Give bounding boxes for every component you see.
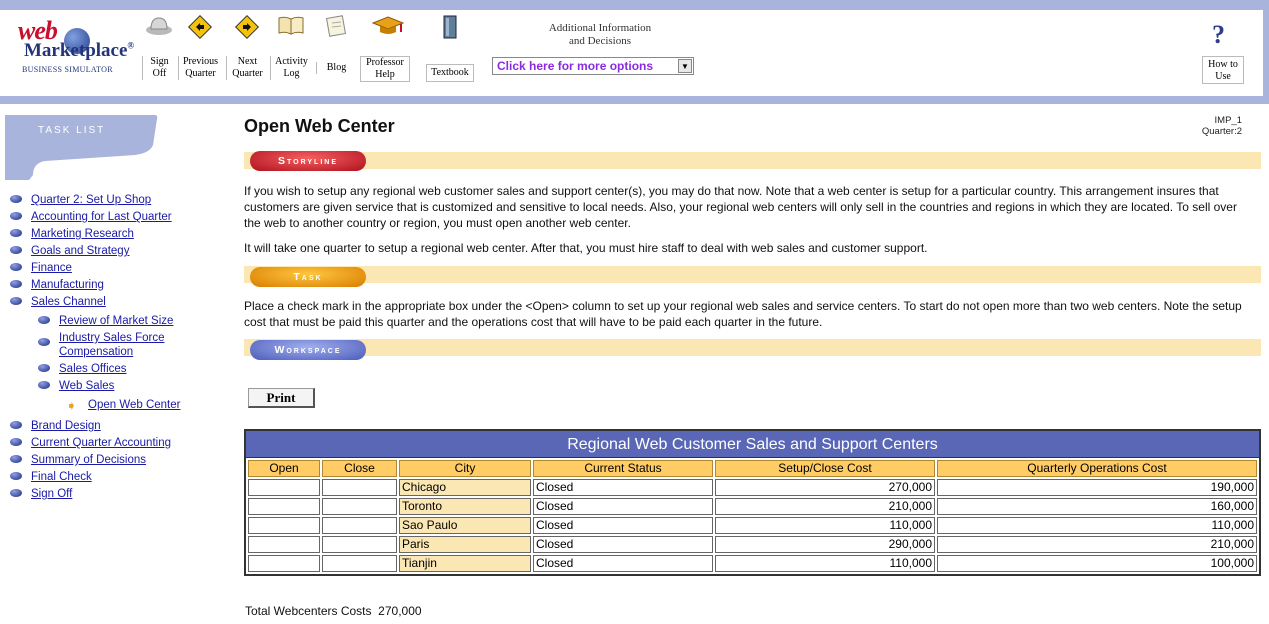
setup-cost-cell: 110,000: [715, 517, 935, 534]
workspace-pill: Workspace: [250, 340, 366, 360]
col-close: Close: [322, 460, 397, 477]
bullet-icon: [10, 455, 22, 463]
more-options-select[interactable]: [492, 57, 694, 75]
total-label: Total Webcenters Costs: [245, 604, 372, 618]
status-cell: Closed: [533, 555, 713, 572]
task-band: [244, 266, 1261, 283]
city-cell: Chicago: [399, 479, 531, 496]
col-quarterly-ops-cost: Quarterly Operations Cost: [937, 460, 1257, 477]
previous-quarter-label: [178, 56, 222, 80]
storyline-pill: Storyline: [250, 151, 366, 171]
bullet-icon: [10, 212, 22, 220]
sign-off-label-2: Off: [152, 68, 167, 79]
professor-help-label-1: Professor: [366, 57, 404, 68]
city-cell: Paris: [399, 536, 531, 553]
previous-quarter-label-1: Previous: [183, 56, 218, 67]
close-checkbox[interactable]: [322, 479, 397, 496]
next-quarter-label-2: Quarter: [232, 68, 263, 79]
storyline-paragraph-2: It will take one quarter to setup a regional web center. After that, you must hire staff to deal with web sales and customer support.: [244, 241, 928, 255]
task-paragraph: Place a check mark in the appropriate box under the <Open> column to set up your regional web sales and service centers. To start do not open more than two web centers. Note the setup cost that must be paid this quarter and the operations cost that will have to be paid each quarter in the future.: [244, 299, 1242, 329]
bullet-icon: [10, 195, 22, 203]
activity-log-label: [270, 56, 312, 80]
chevron-down-icon[interactable]: ▼: [678, 59, 692, 73]
arrow-left-sign-icon: [186, 14, 214, 42]
storyline-paragraph-1: If you wish to setup any regional web customer sales and support center(s), you may do that now. Note that a web center is setup for a particular country. This arrangement insures that customers are given service that is customized and sensitive to local needs. Also, your regional web centers will only sell in the countries and regions in which they are located. To sell over the web to another country or region, you must open another web center.: [244, 184, 1237, 230]
registered-mark: ®: [127, 40, 135, 51]
arrow-right-sign-icon: [233, 14, 261, 42]
nav-summary-decisions-label[interactable]: Summary of Decisions: [31, 454, 147, 466]
nav-sales-channel-label[interactable]: Sales Channel: [31, 296, 106, 308]
page-title: Open Web Center: [244, 116, 395, 136]
col-current-status: Current Status: [533, 460, 713, 477]
activity-log-button[interactable]: [270, 14, 312, 94]
status-cell: Closed: [533, 536, 713, 553]
web-centers-table: [244, 429, 1261, 576]
task-list-title: TASK LIST: [38, 125, 106, 136]
hat-icon: [145, 14, 173, 42]
nav-web-sales-label[interactable]: Web Sales: [59, 380, 115, 392]
professor-help-button[interactable]: [360, 14, 410, 94]
grad-cap-icon: [371, 14, 399, 42]
setup-cost-cell: 110,000: [715, 555, 935, 572]
header-bar: [0, 0, 1269, 104]
close-checkbox[interactable]: [322, 498, 397, 515]
note-icon: [322, 14, 350, 42]
previous-quarter-button[interactable]: [178, 14, 222, 94]
next-quarter-button[interactable]: [226, 14, 268, 94]
web-marketplace-logo: [6, 10, 135, 94]
professor-help-label: [360, 56, 410, 82]
bullet-icon: [10, 297, 22, 305]
open-book-icon: [277, 14, 305, 42]
quarter-label: Quarter:2: [1201, 126, 1242, 137]
status-cell: Closed: [533, 479, 713, 496]
nav-goals-strategy-label[interactable]: Goals and Strategy: [31, 245, 130, 257]
task-pill: Task: [250, 267, 366, 287]
open-checkbox[interactable]: [248, 555, 320, 572]
bullet-icon: [10, 263, 22, 271]
bullet-icon: [10, 280, 22, 288]
setup-cost-cell: 210,000: [715, 498, 935, 515]
close-checkbox[interactable]: [322, 555, 397, 572]
col-city: City: [399, 460, 531, 477]
how-to-use-label-1: How to: [1208, 59, 1238, 70]
nav-finance-label[interactable]: Finance: [31, 262, 72, 274]
nav-sign-off-label[interactable]: Sign Off: [31, 488, 73, 500]
activity-log-label-1: Activity: [275, 56, 308, 67]
table-row: [248, 536, 1257, 553]
table-title: Regional Web Customer Sales and Support Centers: [246, 431, 1259, 458]
table-row: [248, 479, 1257, 496]
previous-quarter-label-2: Quarter: [185, 68, 216, 79]
col-open: Open: [248, 460, 320, 477]
logo-word-web: web: [18, 16, 57, 45]
total-webcenters-costs: [245, 604, 422, 618]
logo-marketplace-text: Marketplace: [24, 40, 128, 61]
nav-review-market-size-label[interactable]: Review of Market Size: [59, 315, 174, 327]
bullet-icon: [10, 438, 22, 446]
nav-brand-design-label[interactable]: Brand Design: [31, 420, 101, 432]
nav-sales-offices-label[interactable]: Sales Offices: [59, 363, 127, 375]
textbook-button[interactable]: [426, 14, 474, 94]
open-checkbox[interactable]: [248, 498, 320, 515]
sign-off-label-1: Sign: [150, 56, 169, 67]
how-to-use-button[interactable]: [1202, 56, 1244, 84]
city-cell: Tianjin: [399, 555, 531, 572]
bullet-icon: [38, 338, 50, 346]
table-row: [248, 555, 1257, 572]
city-cell: Sao Paulo: [399, 517, 531, 534]
close-checkbox[interactable]: [322, 517, 397, 534]
professor-help-label-2: Help: [375, 69, 395, 80]
close-checkbox[interactable]: [322, 536, 397, 553]
storyline-band: [244, 152, 1261, 169]
bullet-icon: [10, 229, 22, 237]
book-icon: [436, 14, 464, 42]
next-quarter-label: [226, 56, 268, 80]
print-button[interactable]: Print: [248, 388, 315, 408]
workspace-band: [244, 339, 1261, 356]
logo-word-marketplace: [24, 40, 134, 62]
table-row: [248, 498, 1257, 515]
additional-info-heading: [530, 22, 670, 48]
how-to-use-label-2: Use: [1215, 71, 1231, 82]
ops-cost-cell: 110,000: [937, 517, 1257, 534]
bullet-icon: [38, 364, 50, 372]
status-cell: Closed: [533, 498, 713, 515]
setup-cost-cell: 290,000: [715, 536, 935, 553]
status-cell: Closed: [533, 517, 713, 534]
bullet-icon: [10, 489, 22, 497]
ops-cost-cell: 100,000: [937, 555, 1257, 572]
nav-quarter-2-label[interactable]: Quarter 2: Set Up Shop: [31, 194, 152, 206]
nav-industry-sales-force-label[interactable]: [59, 331, 164, 359]
nav-manufacturing-label[interactable]: Manufacturing: [31, 279, 104, 291]
sign-off-button[interactable]: [142, 14, 176, 94]
table-header-row: [248, 460, 1257, 477]
ops-cost-cell: 210,000: [937, 536, 1257, 553]
nav-current-quarter-accounting-label[interactable]: Current Quarter Accounting: [31, 437, 171, 449]
web-centers-grid: [246, 458, 1259, 574]
ops-cost-cell: 160,000: [937, 498, 1257, 515]
open-checkbox[interactable]: [248, 536, 320, 553]
col-setup-close-cost: Setup/Close Cost: [715, 460, 935, 477]
bullet-icon: [10, 472, 22, 480]
bullet-icon: [38, 381, 50, 389]
additional-info-line-2: and Decisions: [568, 35, 631, 47]
nav-open-web-center-label[interactable]: Open Web Center: [88, 399, 181, 411]
imp-id: IMP_1: [1214, 115, 1242, 126]
blog-button[interactable]: [316, 14, 356, 94]
more-options-value: Click here for more options: [497, 59, 654, 73]
ops-cost-cell: 190,000: [937, 479, 1257, 496]
quarter-info: [1180, 115, 1242, 137]
blog-label: Blog: [316, 62, 356, 74]
sign-off-label: [142, 56, 176, 80]
additional-info-line-1: Additional Information: [548, 22, 652, 34]
city-cell: Toronto: [399, 498, 531, 515]
textbook-label: Textbook: [426, 64, 474, 82]
current-page-arrow-icon: ➧: [66, 398, 77, 413]
activity-log-label-2: Log: [283, 68, 300, 79]
nav-industry-sales-force-line-2: Compensation: [59, 346, 134, 358]
nav-marketing-research-label[interactable]: Marketing Research: [31, 228, 134, 240]
bullet-icon: [38, 316, 50, 324]
setup-cost-cell: 270,000: [715, 479, 935, 496]
open-checkbox[interactable]: [248, 479, 320, 496]
open-checkbox[interactable]: [248, 517, 320, 534]
table-row: [248, 517, 1257, 534]
total-value: 270,000: [378, 604, 422, 618]
logo-subtitle: BUSINESS SIMULATOR: [22, 65, 113, 74]
bullet-icon: [10, 421, 22, 429]
nav-accounting-last-quarter-label[interactable]: Accounting for Last Quarter: [31, 211, 172, 223]
nav-final-check-label[interactable]: Final Check: [31, 471, 92, 483]
question-mark-icon[interactable]: ?: [1212, 20, 1225, 49]
nav-industry-sales-force-line-1: Industry Sales Force: [59, 332, 165, 344]
bullet-icon: [10, 246, 22, 254]
next-quarter-label-1: Next: [237, 56, 258, 67]
